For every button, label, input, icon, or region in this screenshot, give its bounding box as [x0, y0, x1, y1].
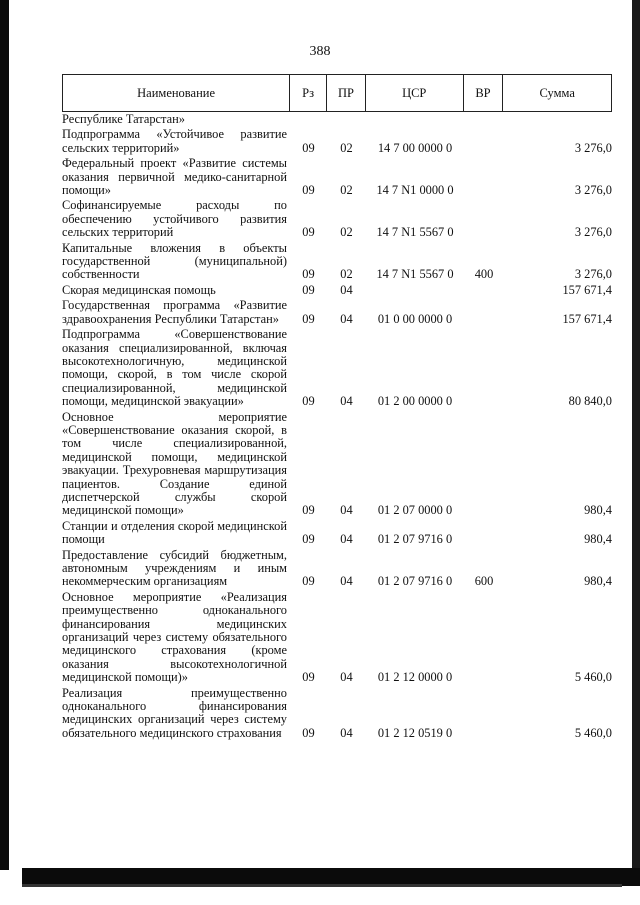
cell-rz: 09 [302, 140, 315, 155]
cell-pr: 04 [340, 725, 353, 740]
cell-name: Реализация преимущественно одноканального финансирования медицинских организаций через систему обязательного медицинского страхования [62, 685, 287, 740]
cell-sum: 80 840,0 [568, 394, 612, 409]
cell-sum: 3 276,0 [574, 183, 612, 198]
cell-rz: 09 [302, 574, 315, 589]
cell-csr: 01 2 12 0000 0 [377, 670, 453, 685]
table-header [62, 74, 612, 112]
cell-csr: 14 7 N1 5567 0 [376, 267, 454, 282]
header-vr: ВР [464, 75, 504, 111]
page-number: 388 [309, 44, 331, 59]
cell-name: Подпрограмма «Совершенствование оказания специализированной, включая высокотехнологичную, медицинской помощи, скорой, в том числе скорой специализированной, медицинской помощи, медицинской эвакуации» [62, 327, 287, 409]
header-name: Наименование [63, 75, 290, 111]
cell-rz: 09 [302, 394, 315, 409]
cell-pr: 04 [340, 311, 353, 326]
cell-csr: 01 2 00 0000 0 [377, 394, 453, 409]
cell-rz: 09 [302, 725, 315, 740]
cell-sum: 157 671,4 [562, 311, 612, 326]
cell-name: Основное мероприятие «Совершенствование оказания скорой, в том числе специализированной, медицинской помощи, медицинской эвакуации. Трехуровневая маршрутизация пациентов. Создание единой диспетчерской службы скорой медицинской помощи» [62, 409, 287, 518]
header-pr: ПР [327, 75, 366, 111]
cell-csr: 14 7 N1 5567 0 [376, 225, 454, 240]
scan-edge-left [0, 0, 9, 870]
cell-name: Скорая медицинская помощь [62, 282, 216, 297]
scan-edge-bottom-line [22, 884, 622, 887]
table-body [62, 113, 612, 742]
header-sum: Сумма [539, 85, 575, 100]
cell-sum: 5 460,0 [574, 725, 612, 740]
table-row [62, 128, 612, 155]
cell-vr: 400 [474, 267, 494, 282]
table-row [62, 411, 612, 518]
cell-sum: 3 276,0 [574, 267, 612, 282]
table-row [62, 687, 612, 741]
cell-rz: 09 [302, 183, 315, 198]
table-row [62, 299, 612, 326]
cell-name: Станции и отделения скорой медицинской помощи [62, 518, 287, 547]
table-row [62, 113, 612, 126]
cell-rz: 09 [302, 311, 315, 326]
cell-name: Республике Татарстан» [62, 112, 185, 126]
table-row [62, 328, 612, 408]
cell-sum: 980,4 [584, 574, 612, 589]
header-csr: ЦСР [366, 75, 464, 111]
cell-pr: 02 [340, 267, 353, 282]
cell-name: Государственная программа «Развитие здравоохранения Республики Татарстан» [62, 298, 287, 326]
cell-pr: 02 [340, 140, 353, 155]
cell-pr: 04 [340, 503, 353, 518]
header-rz: Рз [290, 75, 327, 111]
cell-rz: 09 [302, 532, 315, 547]
cell-pr: 04 [340, 574, 353, 589]
cell-rz: 09 [302, 267, 315, 282]
cell-name: Предоставление субсидий бюджетным, автономным учреждениям и иным некоммерческим организациям [62, 547, 287, 589]
cell-sum: 5 460,0 [574, 670, 612, 685]
cell-pr: 04 [340, 282, 353, 297]
table-row [62, 591, 612, 685]
cell-csr: 14 7 N1 0000 0 [376, 183, 454, 198]
cell-name: Федеральный проект «Развитие системы оказания первичной медико-санитарной помощи» [62, 156, 287, 198]
cell-sum: 157 671,4 [562, 282, 612, 297]
cell-sum: 3 276,0 [574, 225, 612, 240]
table-row [62, 242, 612, 282]
table-row [62, 549, 612, 589]
cell-name: Софинансируемые расходы по обеспечению устойчивого развития сельских территорий [62, 198, 287, 240]
cell-sum: 980,4 [584, 503, 612, 518]
cell-sum: 3 276,0 [574, 140, 612, 155]
table-row [62, 284, 612, 297]
cell-rz: 09 [302, 282, 315, 297]
cell-rz: 09 [302, 503, 315, 518]
cell-sum: 980,4 [584, 532, 612, 547]
cell-vr: 600 [474, 574, 494, 589]
cell-name: Основное мероприятие «Реализация преимущественно одноканального финансирования медицинских организаций через систему обязательного медицинского страхования (кроме оказания высокотехнологичной медицинской помощи)» [62, 589, 287, 685]
cell-csr: 01 2 07 0000 0 [377, 503, 453, 518]
cell-csr: 01 2 07 9716 0 [377, 532, 453, 547]
table-row [62, 157, 612, 197]
cell-name: Подпрограмма «Устойчивое развитие сельских территорий» [62, 127, 287, 155]
scan-edge-right [632, 0, 640, 875]
cell-csr: 01 2 12 0519 0 [377, 725, 453, 740]
cell-csr: 14 7 00 0000 0 [377, 140, 453, 155]
table-row [62, 199, 612, 239]
cell-name: Капитальные вложения в объекты государственной (муниципальной) собственности [62, 240, 287, 282]
cell-pr: 02 [340, 183, 353, 198]
cell-pr: 02 [340, 225, 353, 240]
cell-pr: 04 [340, 670, 353, 685]
cell-pr: 04 [340, 532, 353, 547]
cell-pr: 04 [340, 394, 353, 409]
table-row [62, 520, 612, 547]
cell-csr: 01 2 07 9716 0 [377, 574, 453, 589]
cell-rz: 09 [302, 225, 315, 240]
cell-csr: 01 0 00 0000 0 [377, 311, 453, 326]
cell-rz: 09 [302, 670, 315, 685]
